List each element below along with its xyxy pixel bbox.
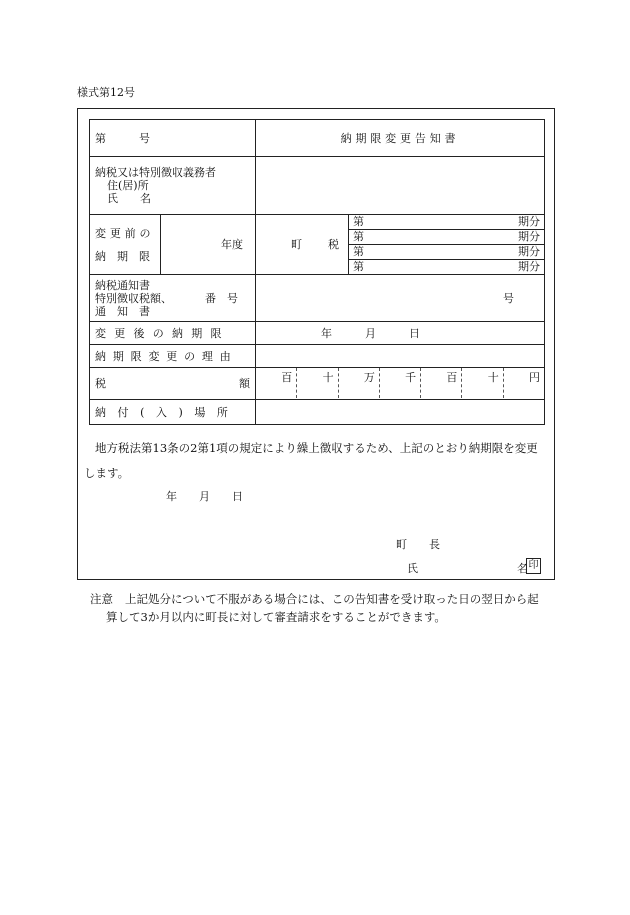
period-ki: 期分 [518, 260, 540, 273]
reason-label [90, 345, 256, 368]
period-dai: 第 [353, 260, 364, 273]
tax-label-cell [90, 368, 256, 400]
period-dai: 第 [353, 230, 364, 243]
period-row [349, 215, 544, 230]
title: 納期限変更告知書 [256, 120, 545, 157]
cho-label: 町 [291, 238, 302, 251]
period-row [349, 260, 544, 274]
digit-hyaku: 百 [256, 368, 297, 398]
tax-label1: 税 [95, 377, 106, 390]
place-label [90, 400, 256, 425]
reason-value[interactable] [256, 345, 545, 368]
digit-en: 円 [528, 371, 540, 384]
payer-cell [90, 157, 256, 215]
zei-label: 税 [328, 238, 339, 251]
nendo-label: 年度 [221, 238, 243, 251]
reason-label-text: 納期限変更の理由 [95, 349, 238, 363]
period-ki: 期分 [518, 215, 540, 228]
payer-line2: 住(居)所 [107, 179, 149, 192]
number-cell [90, 120, 256, 157]
period-dai: 第 [353, 215, 364, 228]
note-label: 注意 [90, 592, 113, 606]
digit-man: 万 [339, 368, 380, 398]
after-date[interactable]: 年 月 日 [256, 322, 545, 345]
note-line1: 上記処分について不服がある場合には、この告知書を受け取った日の翌日から起 [125, 592, 539, 606]
after-label-text: 変更後の納期限 [95, 326, 230, 340]
body-text-1: 地方税法第13条の2第1項の規定により繰上徴収するため、上記のとおり納期限を変更 [95, 441, 538, 455]
digit-hyaku2: 百 [421, 368, 462, 398]
note-line2: 算して3か月以内に町長に対して審査請求をすることができます。 [106, 610, 446, 624]
period-cell[interactable] [349, 215, 545, 275]
digit-ju2: 十 [462, 368, 503, 398]
go-label: 号 [503, 291, 514, 305]
tax-type-cell [256, 215, 349, 275]
notice-label-cell [90, 275, 256, 322]
bango-label: 番 号 [205, 291, 238, 305]
date-line: 年 月 日 [166, 490, 243, 503]
number-label: 第 号 [95, 131, 150, 145]
seal-mark: 印 [526, 558, 541, 574]
before-label2: 納 期 限 [95, 249, 150, 263]
mayor-label: 町 長 [396, 538, 440, 551]
notice-line3: 通 知 書 [95, 304, 150, 318]
payer-line3: 氏 名 [107, 192, 151, 205]
payer-line1: 納税又は特別徴収義務者 [95, 166, 216, 179]
after-label [90, 322, 256, 345]
notice-value[interactable] [256, 275, 545, 322]
form-number: 様式第12号 [77, 86, 135, 99]
notice-line1: 納税通知書 [95, 278, 150, 292]
period-row [349, 245, 544, 260]
before-label-cell [90, 215, 161, 275]
tax-amount[interactable] [256, 368, 545, 400]
before-label1: 変更前の [95, 226, 155, 240]
nendo-cell[interactable] [161, 215, 256, 275]
place-label-text: 納付(入)場所 [95, 405, 240, 419]
digit-sen: 千 [380, 368, 421, 398]
notice-table [89, 119, 545, 425]
period-row [349, 230, 544, 245]
notice-line2: 特別徴収税額、 [95, 291, 172, 305]
period-ki: 期分 [518, 245, 540, 258]
name-label: 氏 [407, 562, 418, 575]
place-value[interactable] [256, 400, 545, 425]
period-ki: 期分 [518, 230, 540, 243]
tax-label2: 額 [239, 377, 250, 390]
name-end: 名 [517, 562, 528, 575]
digit-ju: 十 [297, 368, 338, 398]
period-dai: 第 [353, 245, 364, 258]
payer-value[interactable] [256, 157, 545, 215]
body-text-2: します。 [84, 466, 130, 480]
